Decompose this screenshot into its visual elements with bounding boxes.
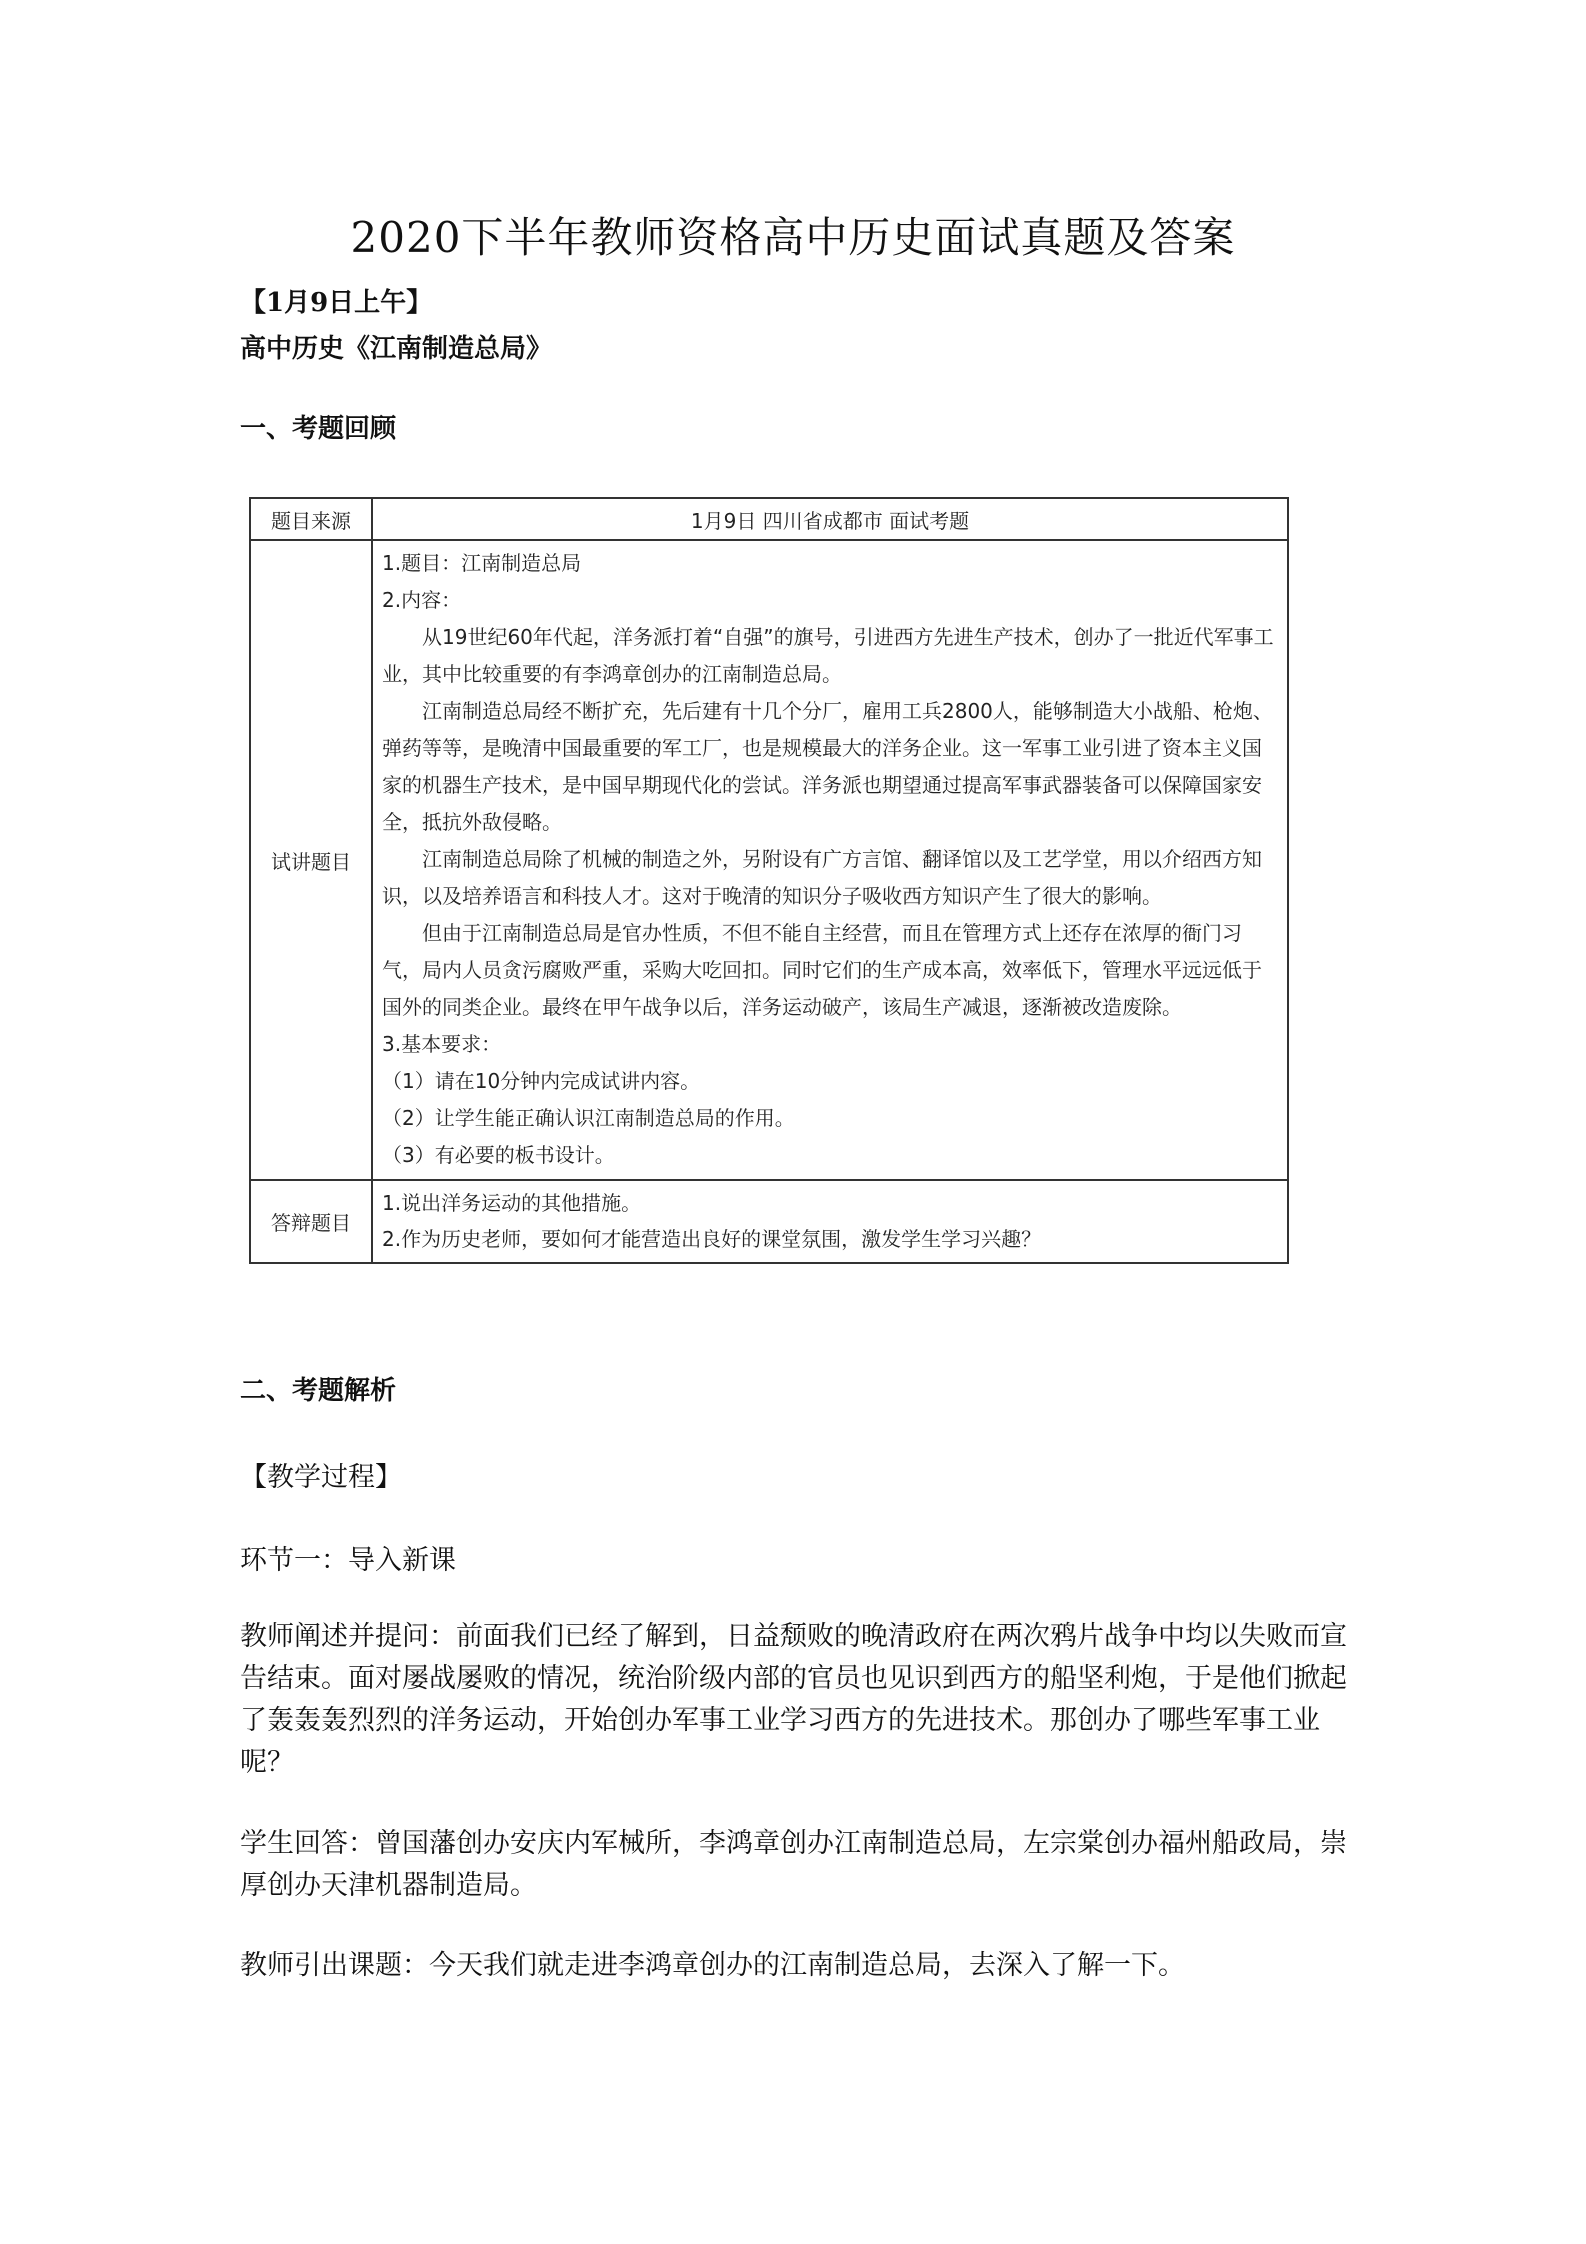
lecture-paragraph-4: 但由于江南制造总局是官办性质，不但不能自主经营，而且在管理方式上还存在浓厚的衙门习气，局内人员贪污腐败严重，采购大吃回扣。同时它们的生产成本高，效率低下，管理水平远远低于国外的同类企业。最终在甲午战争以后，洋务运动破产，该局生产减退，逐渐被改造废除。 [382,921,1262,1019]
document-title: 2020下半年教师资格高中历史面试真题及答案 [350,213,1236,262]
process-label: 【教学过程】 [240,1462,402,1493]
table-row-lecture [250,540,1288,1180]
lecture-paragraph-1: 从19世纪60年代起，洋务派打着“自强”的旗号，引进西方先进生产技术，创办了一批近代军事工业，其中比较重要的有李鸿章创办的江南制造总局。 [382,625,1274,686]
lecture-paragraph-3: 江南制造总局除了机械的制造之外，另附设有广方言馆、翻译馆以及工艺学堂，用以介绍西方知识，以及培养语言和科技人才。这对于晚清的知识分子吸收西方知识产生了很大的影响。 [382,847,1262,908]
defense-question-2: 2.作为历史老师，要如何才能营造出良好的课堂氛围，激发学生学习兴趣？ [382,1227,1042,1251]
requirement-3: （3）有必要的板书设计。 [382,1143,615,1167]
requirement-1: （1）请在10分钟内完成试讲内容。 [382,1069,701,1093]
requirements-label: 3.基本要求： [382,1032,502,1056]
teacher-question-paragraph [240,1616,1360,1784]
section-heading-analysis: 二、考题解析 [240,1376,397,1406]
defense-question-1: 1.说出洋务运动的其他措施。 [382,1191,642,1215]
lecture-content-label: 2.内容： [382,588,462,612]
source-value: 1月9日 四川省成都市 面试考题 [372,498,1288,540]
exam-table [249,497,1289,1264]
lecture-content [372,540,1288,1180]
teacher-question-text: 教师阐述并提问：前面我们已经了解到，日益颓败的晚清政府在两次鸦片战争中均以失败而宣告结束。面对屡战屡败的情况，统治阶级内部的官员也见识到西方的船坚利炮，于是他们掀起了轰轰轰烈烈的洋务运动，开始创办军事工业学习西方的先进技术。那创办了哪些军事工业呢？ [240,1621,1347,1778]
defense-header: 答辩题目 [250,1180,372,1263]
lecture-header: 试讲题目 [250,540,372,1180]
table-row-defense [250,1180,1288,1263]
section-heading-review: 一、考题回顾 [240,414,397,444]
step-heading: 环节一：导入新课 [240,1545,456,1576]
student-answer-paragraph [240,1823,1360,1907]
source-header: 题目来源 [250,498,372,540]
requirement-2: （2）让学生能正确认识江南制造总局的作用。 [382,1106,795,1130]
lecture-topic: 1.题目：江南制造总局 [382,551,582,575]
student-answer-text: 学生回答：曾国藩创办安庆内军械所，李鸿章创办江南制造总局，左宗棠创办福州船政局，崇厚创办天津机器制造局。 [240,1828,1347,1901]
defense-content [372,1180,1288,1263]
table-row-source [250,498,1288,540]
date-line: 【1月9日上午】 [240,288,433,318]
course-line: 高中历史《江南制造总局》 [240,334,553,364]
teacher-intro-text: 教师引出课题：今天我们就走进李鸿章创办的江南制造总局，去深入了解一下。 [240,1950,1185,1981]
teacher-intro-paragraph [240,1945,1360,1987]
lecture-paragraph-2: 江南制造总局经不断扩充，先后建有十几个分厂，雇用工兵2800人，能够制造大小战船、枪炮、弹药等等，是晚清中国最重要的军工厂，也是规模最大的洋务企业。这一军事工业引进了资本主义国家的机器生产技术，是中国早期现代化的尝试。洋务派也期望通过提高军事武器装备可以保障国家安全，抵抗外敌侵略。 [382,699,1273,834]
